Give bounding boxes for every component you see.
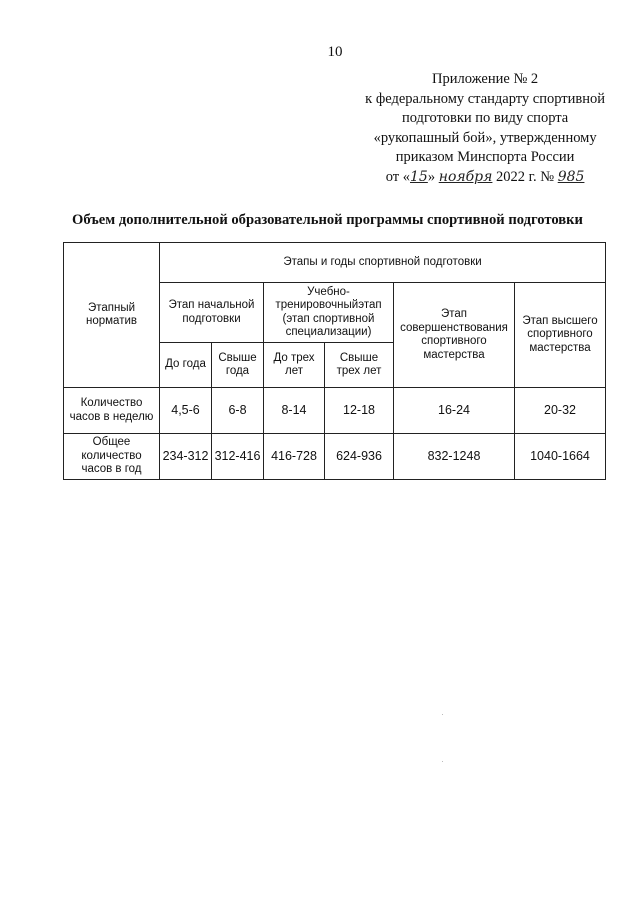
table-cell: 416-728 [264, 434, 325, 480]
table-cell: 234-312 [160, 434, 212, 480]
stage-training: Учебно-тренировочныйэтап (этап спортивной специализации) [264, 283, 394, 343]
table-cell: 20-32 [515, 388, 606, 434]
sub-training-1: До трех лет [264, 343, 325, 388]
appendix-line: приказом Минспорта России [395, 149, 575, 166]
table-cell: 624-936 [325, 434, 394, 480]
table-cell: 4,5-6 [160, 388, 212, 434]
sub-training-2: Свыше трех лет [325, 343, 394, 388]
document-title: Объем дополнительной образовательной программы спортивной подготовки [72, 212, 583, 228]
row-label: Количество часов в неделю [64, 388, 160, 434]
appendix-line: «рукопашный бой», утвержденному [373, 129, 597, 146]
group-header-cell: Этапы и годы спортивной подготовки [160, 243, 606, 283]
date-day-suffix: » [427, 168, 436, 185]
date-day: 15 [410, 168, 428, 185]
norms-table [63, 242, 606, 480]
sub-initial-2: Свыше года [212, 343, 264, 388]
stage-highest: Этап высшего спортивного мастерства [515, 283, 606, 388]
sub-initial-1: До года [160, 343, 212, 388]
page-number: 10 [327, 44, 343, 60]
table-cell: 1040-1664 [515, 434, 606, 480]
table-row [64, 388, 606, 434]
row-label: Общее количество часов в год [64, 434, 160, 480]
stage-improvement: Этап совершенствования спортивного мастерства [394, 283, 515, 388]
table-cell: 8-14 [264, 388, 325, 434]
order-number: 985 [557, 168, 585, 185]
table-row [64, 434, 606, 480]
appendix-block [365, 70, 605, 188]
appendix-date-line [365, 168, 605, 188]
appendix-line: подготовки по виду спорта [401, 110, 569, 127]
row-header-cell: Этапный норматив [64, 243, 160, 388]
table-header-row [64, 243, 606, 283]
table-cell: 832-1248 [394, 434, 515, 480]
scan-artifact [442, 761, 443, 762]
table-cell: 312-416 [212, 434, 264, 480]
table-cell: 12-18 [325, 388, 394, 434]
appendix-title: Приложение № 2 [432, 71, 539, 87]
scan-artifact [442, 714, 443, 715]
date-month: ноября [438, 168, 493, 185]
date-prefix: от « [385, 168, 411, 185]
stage-initial: Этап начальной подготовки [160, 283, 264, 343]
table-cell: 6-8 [212, 388, 264, 434]
date-year: 2022 г. № [496, 168, 555, 185]
table-cell: 16-24 [394, 388, 515, 434]
appendix-line: к федеральному стандарту спортивной [365, 90, 605, 107]
